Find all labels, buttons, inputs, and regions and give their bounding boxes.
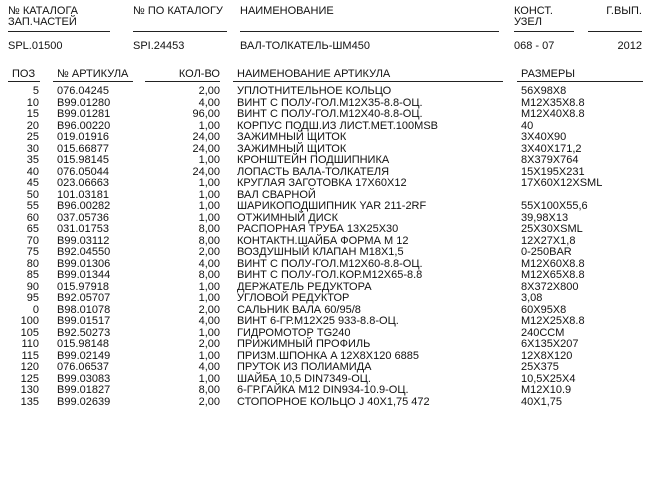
cell-article: B99.01517 [57,315,111,327]
cell-qty: 4,00 [198,257,220,270]
cell-size: 10,5X25X4 [521,372,576,385]
cell-article: 101.03181 [57,188,109,201]
cell-qty: 1,00 [198,119,220,132]
col-article-header: № АРТИКУЛА [57,68,129,80]
cell-size: M12X60X8.8 [521,257,585,270]
cell-item-name: УПЛОТНИТЕЛЬНОЕ КОЛЬЦО [237,85,392,97]
cell-pos: 75 [26,246,39,258]
cell-pos: 110 [21,338,39,350]
cell-item-name: ВОЗДУШНЫЙ КЛАПАН M18X1,5 [237,246,404,258]
cell-article: 076.06537 [57,361,109,373]
table-row [0,132,662,144]
cell-qty: 96,00 [192,108,220,120]
cell-article: 015.66877 [57,142,109,155]
cell-qty: 8,00 [198,384,220,396]
cell-item-name: ЗАЖИМНЫЙ ЩИТОК [237,131,347,143]
cell-article: 023.06663 [57,177,109,189]
col-item-name-header: НАИМЕНОВАНИЕ АРТИКУЛА [237,68,391,80]
table-row [0,293,662,305]
col-rule-item-name [233,81,503,82]
table-row [0,270,662,282]
cell-size: 3X40X90 [521,131,567,143]
parts-label: ЗАП.ЧАСТЕЙ [8,16,77,28]
cell-qty: 4,00 [198,96,220,109]
cell-article: 015.98148 [57,338,109,350]
col-qty-header: КОЛ-ВО [178,68,220,80]
cell-pos: 10 [26,96,39,109]
cell-pos: 55 [26,200,39,212]
table-row [0,339,662,351]
cell-article: 015.97918 [57,280,109,293]
cell-pos: 90 [26,280,39,293]
cell-article: B96.00220 [57,119,111,132]
header-rule-by-catalog [133,31,227,32]
cell-item-name: УГЛОВОЙ РЕДУКТОР [237,292,350,304]
cell-article: B92.05707 [57,292,111,304]
cell-qty: 2,00 [198,85,220,97]
cell-pos: 50 [26,188,39,201]
cell-item-name: ЛОПАСТЬ ВАЛА-ТОЛКАТЕЛЯ [237,165,390,178]
cell-qty: 2,00 [198,395,220,408]
cell-size: M12X40X8.8 [521,108,585,120]
cell-size: 8X379X764 [521,154,579,166]
cell-article: B98.01078 [57,303,111,316]
konst-label: КОНСТ. [514,5,553,17]
unit-label: УЗЕЛ [514,16,542,28]
parts-table [0,86,662,408]
cell-pos: 85 [26,269,39,281]
cell-article: B92.04550 [57,246,111,258]
cell-qty: 1,00 [198,349,220,362]
cell-qty: 2,00 [198,246,220,258]
header-rule-year [588,31,642,32]
cell-size: 55X100X55,6 [521,200,588,212]
cell-item-name: 6-ГР.ГАЙКА M12 DIN934-10.9-ОЦ. [237,384,409,396]
cell-qty: 1,00 [198,326,220,339]
cell-article: B99.02639 [57,395,111,408]
cell-size: M12X65X8.8 [521,269,585,281]
cell-article: B99.01306 [57,257,111,270]
cell-pos: 60 [26,211,39,224]
cell-qty: 24,00 [192,142,220,155]
cell-qty: 24,00 [192,131,220,143]
table-row [0,155,662,167]
cell-pos: 115 [21,349,39,362]
cell-article: B92.50273 [57,326,111,339]
cell-qty: 24,00 [192,165,220,178]
cell-pos: 5 [32,85,39,97]
cell-pos: 105 [20,326,39,339]
table-row [0,316,662,328]
col-pos-header: ПОЗ [12,68,36,80]
cell-qty: 8,00 [198,223,220,235]
cell-pos: 65 [26,223,39,235]
table-row [0,247,662,259]
cell-item-name: ГИДРОМОТОР TG240 [237,326,351,339]
cell-item-name: ПРИЖИМНЫЙ ПРОФИЛЬ [237,338,371,350]
cell-qty: 4,00 [198,361,220,373]
table-row [0,397,662,409]
cell-article: 031.01753 [57,223,109,235]
cell-pos: 100 [20,315,39,327]
cell-size: 56X98X8 [521,85,567,97]
year-label: Г.ВЫП. [606,5,642,17]
cell-size: 17X60X12XSML [521,177,603,189]
cell-item-name: КОНТАКТН.ШАЙБА ФОРМА M 12 [237,234,409,247]
cell-size: 0-250BAR [521,246,572,258]
cell-qty: 2,00 [198,303,220,316]
cell-pos: 45 [26,177,39,189]
catalog-no-value: SPL.01500 [8,40,63,52]
cell-item-name: ШАРИКОПОДШИПНИК YAR 211-2RF [237,200,427,212]
table-row [0,109,662,121]
cell-article: B99.01344 [57,269,111,281]
cell-size: 15X195X231 [521,165,585,178]
catalog-no-label: № КАТАЛОГА [8,5,79,17]
col-rule-qty [145,81,220,82]
cell-item-name: КРУГЛАЯ ЗАГОТОВКА 17X60X12 [237,177,407,189]
cell-pos: 125 [20,372,39,385]
cell-item-name: ШАЙБА 10,5 DIN7349-ОЦ. [237,372,371,385]
cell-item-name: ВИНТ С ПОЛУ-ГОЛ.M12X60-8.8-ОЦ. [237,257,423,270]
header-rule-catalog [8,31,110,32]
cell-pos: 30 [26,142,39,155]
year-value: 2012 [617,40,642,52]
cell-size: 3,08 [521,292,543,304]
cell-pos: 95 [26,292,39,304]
cell-pos: 70 [26,234,39,247]
cell-qty: 8,00 [198,234,220,247]
cell-item-name: ПРУТОК ИЗ ПОЛИАМИДА [237,361,372,373]
cell-qty: 4,00 [198,315,220,327]
cell-article: 076.05044 [57,165,109,178]
cell-size: 240CCM [521,326,565,339]
cell-qty: 1,00 [198,188,220,201]
cell-size: 12X8X120 [521,349,573,362]
cell-qty: 1,00 [198,372,220,385]
col-rule-pos [8,81,40,82]
cell-item-name: КРОНШТЕЙН ПОДШИПНИКА [237,154,390,166]
cell-qty: 1,00 [198,154,220,166]
table-row [0,224,662,236]
col-rule-article [53,81,133,82]
cell-item-name: ВИНТ 6-ГР.M12X25 933-8.8-ОЦ. [237,315,399,327]
cell-qty: 8,00 [198,269,220,281]
cell-article: B99.03083 [57,372,111,385]
by-catalog-label: № ПО КАТАЛОГУ [133,5,223,17]
cell-size: M12X25X8.8 [521,315,585,327]
cell-qty: 1,00 [198,211,220,224]
cell-size: M12X35X8.8 [521,96,585,109]
cell-article: 076.04245 [57,85,109,97]
header-rule-name [240,31,499,32]
cell-article: B99.01827 [57,384,111,396]
cell-size: 40 [521,119,534,132]
cell-item-name: СТОПОРНОЕ КОЛЬЦО J 40X1,75 472 [237,395,430,408]
cell-size: 6X135X207 [521,338,579,350]
col-rule-size [517,81,643,82]
cell-item-name: САЛЬНИК ВАЛА 60/95/8 [237,303,361,316]
table-row [0,362,662,374]
by-catalog-value: SPI.24453 [133,40,185,52]
table-row [0,86,662,98]
cell-pos: 135 [20,395,39,408]
cell-item-name: ЗАЖИМНЫЙ ЩИТОК [237,142,347,155]
cell-article: B99.01281 [57,108,111,120]
header-rule-unit [514,31,574,32]
cell-article: 019.01916 [57,131,109,143]
col-size-header: РАЗМЕРЫ [521,68,576,80]
cell-size: 25X375 [521,361,559,373]
cell-size: 3X40X171,2 [521,142,582,155]
cell-qty: 1,00 [198,292,220,304]
name-label: НАИМЕНОВАНИЕ [240,5,334,17]
cell-item-name: КОРПУС ПОДШ.ИЗ ЛИСТ.МЕТ.100MSB [237,119,438,132]
cell-pos: 35 [26,154,39,166]
cell-item-name: ВИНТ С ПОЛУ-ГОЛ.M12X35-8.8-ОЦ. [237,96,423,109]
cell-qty: 1,00 [198,280,220,293]
cell-size: 25X30XSML [521,223,583,235]
cell-item-name: ОТЖИМНЫЙ ДИСК [237,211,338,224]
cell-article: B99.02149 [57,349,111,362]
table-row [0,178,662,190]
cell-size: 39,98X13 [521,211,569,224]
cell-size: 12X27X1,8 [521,234,576,247]
cell-item-name: РАСПОРНАЯ ТРУБА 13X25X30 [237,223,399,235]
cell-pos: 0 [32,303,39,316]
cell-pos: 120 [20,361,39,373]
cell-size: 60X95X8 [521,303,567,316]
cell-pos: 130 [20,384,39,396]
cell-item-name: ДЕРЖАТЕЛЬ РЕДУКТОРА [237,280,372,293]
cell-qty: 1,00 [198,200,220,212]
cell-item-name: ВИНТ С ПОЛУ-ГОЛ.КОР.M12X65-8.8 [237,269,423,281]
cell-size: 40X1,75 [521,395,562,408]
cell-pos: 40 [26,165,39,178]
cell-size: M12X10.9 [521,384,572,396]
cell-item-name: ВАЛ СВАРНОЙ [237,188,316,201]
cell-article: B99.03112 [57,234,110,247]
unit-value: 068 - 07 [514,40,555,52]
cell-pos: 20 [26,119,39,132]
cell-pos: 25 [26,131,39,143]
cell-pos: 15 [26,108,39,120]
name-value: ВАЛ-ТОЛКАТЕЛЬ-ШМ450 [240,40,370,52]
cell-pos: 80 [26,257,39,270]
table-row [0,201,662,213]
cell-article: 015.98145 [57,154,109,166]
cell-article: 037.05736 [57,211,109,224]
cell-article: B96.00282 [57,200,111,212]
cell-item-name: ВИНТ С ПОЛУ-ГОЛ.M12X40-8.8-ОЦ. [237,108,423,120]
cell-qty: 1,00 [198,177,220,189]
cell-qty: 2,00 [198,338,220,350]
cell-size: 8X372X800 [521,280,579,293]
cell-item-name: ПРИЗМ.ШПОНКА A 12X8X120 6885 [237,349,419,362]
table-row [0,385,662,397]
cell-article: B99.01280 [57,96,111,109]
